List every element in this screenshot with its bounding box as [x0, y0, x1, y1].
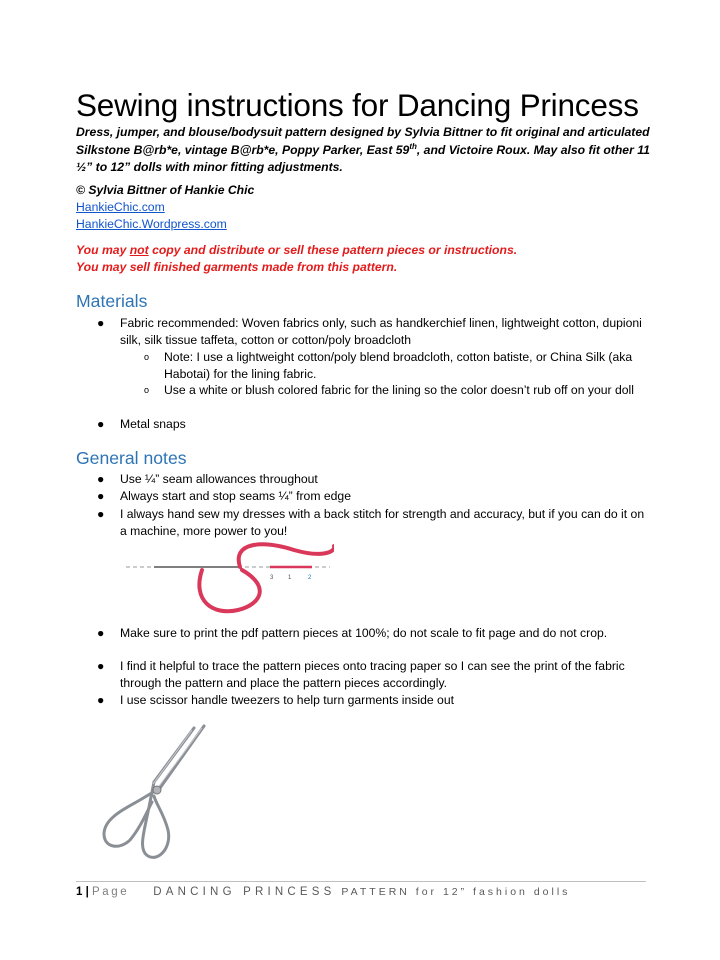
- footer-divider: [76, 881, 646, 882]
- thread-loop-lower: [199, 570, 259, 611]
- materials-subitem-lining-note: Note: I use a lightweight cotton/poly blend broadcloth, cotton batiste, or China Silk (aka Habotai) for the lining fabric.: [164, 350, 633, 381]
- disc-bullet-icon: ●: [97, 626, 105, 640]
- scissor-tweezers-icon: [96, 722, 206, 862]
- general-item-seam-allowance: Use ¼” seam allowances throughout: [120, 472, 318, 486]
- subtitle-text-end: , and Victoire Roux. May also fit other 11 ½” to 12” dolls with minor fitting adjustments.: [76, 142, 650, 175]
- general-notes-heading: General notes: [76, 448, 187, 468]
- materials-subitem-lining-color: Use a white or blush colored fabric for the lining so the color doesn’t rub off on your doll: [164, 383, 634, 397]
- general-item-start-stop: Always start and stop seams ¼” from edge: [120, 489, 351, 503]
- subtitle: [76, 124, 656, 177]
- disc-bullet-icon: ●: [97, 489, 105, 503]
- general-item-tweezers: I use scissor handle tweezers to help turn garments inside out: [120, 693, 454, 707]
- materials-heading: Materials: [76, 291, 148, 311]
- page-number: 1: [76, 886, 83, 898]
- tweezers-pivot: [153, 786, 161, 794]
- disc-bullet-icon: ●: [97, 507, 105, 521]
- page-title: Sewing instructions for Dancing Princess: [76, 87, 639, 123]
- warning-text-underlined: not: [129, 243, 149, 257]
- general-item-hand-sew: I always hand sew my dresses with a back stitch for strength and accuracy, but if you can do it on a machine, more power to you!: [120, 507, 645, 538]
- thread-loop-upper: [239, 544, 334, 567]
- disc-bullet-icon: ●: [97, 417, 105, 431]
- stitch-label-1: 1: [288, 575, 292, 581]
- footer-separator: |: [82, 886, 93, 898]
- general-item-print-100: Make sure to print the pdf pattern pieces at 100%; do not scale to fit page and do not crop.: [120, 626, 608, 640]
- stitch-label-3: 3: [270, 575, 274, 581]
- warning-line-2: You may sell finished garments made from this pattern.: [76, 260, 398, 274]
- materials-item-fabric: Fabric recommended: Woven fabrics only, such as handkerchief linen, lightweight cotton, dupioni silk, silk tissue taffeta, cotton or cotton/poly broadcloth: [120, 316, 642, 347]
- page-footer: [76, 884, 570, 900]
- footer-pattern-text: PATTERN for 12” fashion dolls: [335, 886, 571, 898]
- subtitle-superscript: th: [409, 141, 417, 151]
- warning-line-1: [76, 242, 517, 259]
- materials-item-snaps: Metal snaps: [120, 417, 186, 431]
- back-stitch-illustration: [122, 540, 334, 616]
- page-word: Page: [92, 886, 130, 898]
- link-hankiechic[interactable]: HankieChic.com: [76, 200, 165, 214]
- general-item-tracing-paper: I find it helpful to trace the pattern pieces onto tracing paper so I can see the print of the fabric through the pattern and place the pattern pieces accordingly.: [120, 659, 625, 690]
- subtitle-text: Dress, jumper, and blouse/bodysuit pattern designed by Sylvia Bittner to fit original and articulated Silkstone B@rb*e, vintage B@rb*e, Poppy Parker, East 59: [76, 125, 650, 157]
- footer-doc-name: DANCING PRINCESS: [153, 886, 336, 898]
- circle-bullet-icon: o: [144, 385, 150, 395]
- disc-bullet-icon: ●: [97, 316, 105, 330]
- link-hankiechic-wordpress[interactable]: HankieChic.Wordpress.com: [76, 217, 227, 231]
- copyright-line: © Sylvia Bittner of Hankie Chic: [76, 183, 255, 197]
- disc-bullet-icon: ●: [97, 693, 105, 707]
- circle-bullet-icon: o: [144, 352, 150, 362]
- tweezers-tip-upper: [160, 726, 204, 788]
- disc-bullet-icon: ●: [97, 472, 105, 486]
- warning-text-pre: You may: [76, 243, 130, 257]
- stitch-label-2: 2: [308, 575, 312, 581]
- disc-bullet-icon: ●: [97, 659, 105, 673]
- warning-text-post: copy and distribute or sell these pattern pieces or instructions.: [148, 243, 518, 257]
